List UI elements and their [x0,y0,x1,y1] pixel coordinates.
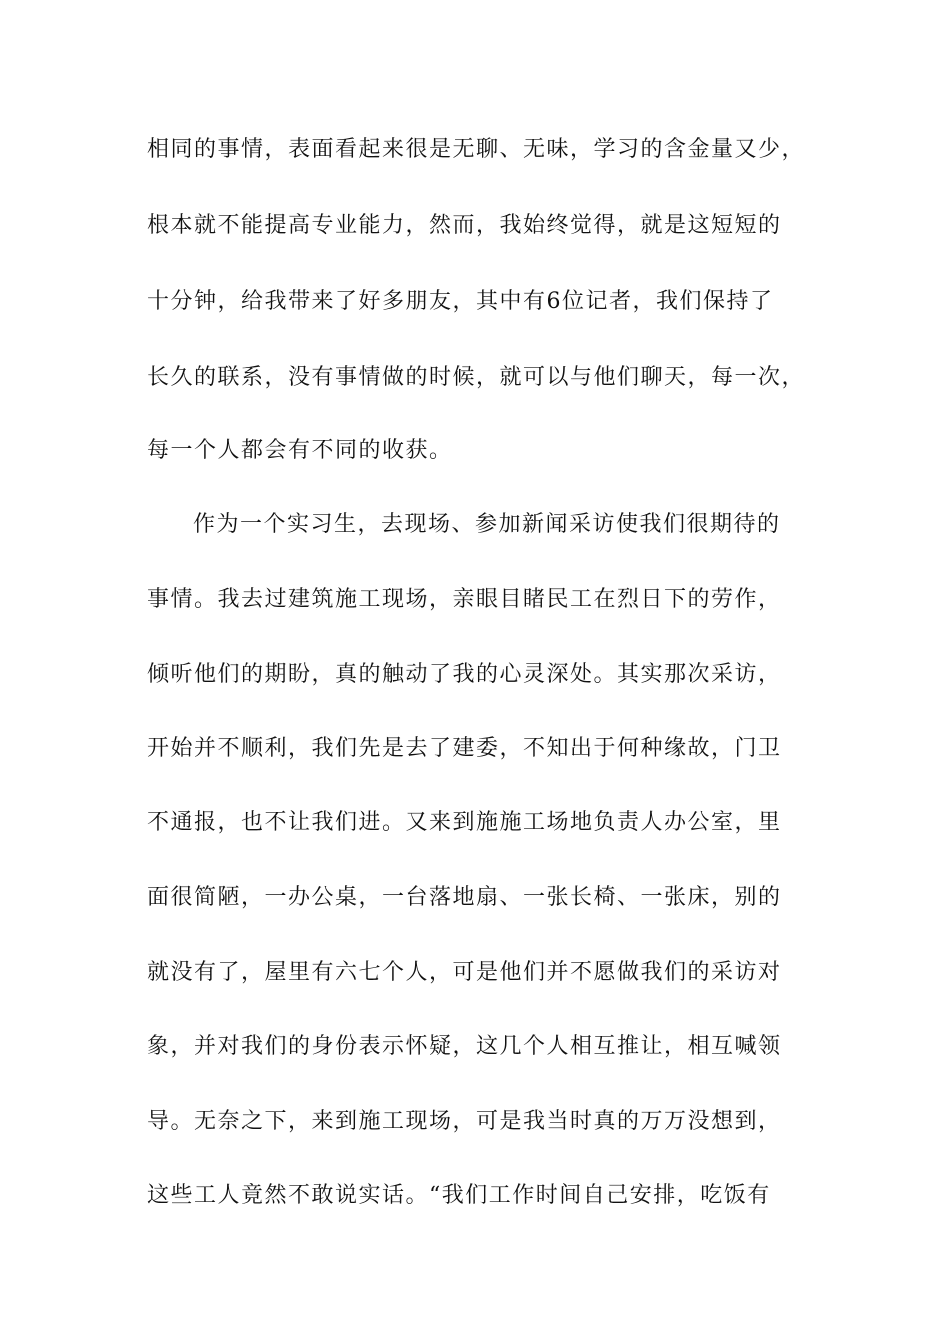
text-line: 就没有了，屋里有六七个人，可是他们并不愿做我们的采访对 [147,960,782,985]
text-line: 倾听他们的期盼，真的触动了我的心灵深处。其实那次采访， [147,662,782,687]
text-line: 这些工人竟然不敢说实话。“我们工作时间自己安排，吃饭有 [147,1183,771,1208]
text-line: 十分钟，给我带来了好多朋友，其中有6位记者，我们保持了 [147,289,774,314]
text-line: 象，并对我们的身份表示怀疑，这几个人相互推让，相互喊领 [147,1034,782,1059]
text-line: 每一个人都会有不同的收获。 [147,438,453,463]
text-line: 长久的联系，没有事情做的时候，就可以与他们聊天，每一次， [147,365,806,390]
text-line: 事情。我去过建筑施工现场，亲眼目睹民工在烈日下的劳作， [147,587,782,612]
text-line: 根本就不能提高专业能力，然而，我始终觉得，就是这短短的 [147,213,782,238]
text-line: 开始并不顺利，我们先是去了建委，不知出于何种缘故，门卫 [147,736,782,761]
text-line: 相同的事情，表面看起来很是无聊、无味，学习的含金量又少， [147,137,806,162]
text-line: 不通报，也不让我们进。又来到施施工场地负责人办公室，里 [147,810,782,835]
text-line: 面很简陋，一办公桌，一台落地扇、一张长椅、一张床，别的 [147,885,782,910]
text-line-paragraph-start: 作为一个实习生，去现场、参加新闻采访使我们很期待的 [193,512,781,537]
text-line: 导。无奈之下，来到施工现场，可是我当时真的万万没想到， [147,1109,782,1134]
